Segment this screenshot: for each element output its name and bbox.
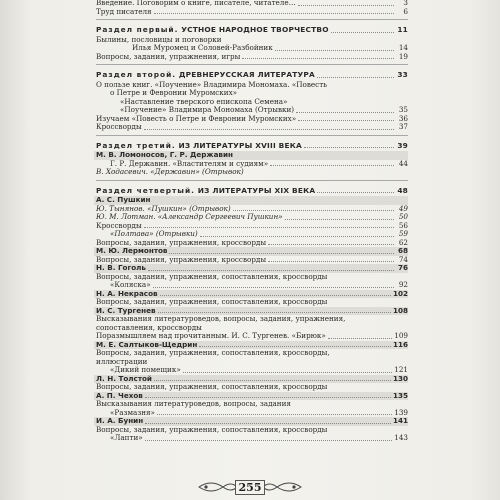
entry-title: Вопросы, задания, упражнения, кроссворды	[96, 238, 267, 247]
table-of-contents	[96, 0, 408, 443]
entry-title: Л. Н. Толстой	[96, 374, 152, 383]
leader-dots	[242, 58, 394, 59]
toc-entry[interactable]	[96, 81, 408, 90]
entry-title: сопоставления, кроссворды	[96, 323, 202, 332]
section-title	[96, 26, 329, 35]
entry-page-number: 130	[392, 373, 408, 383]
section-lead: Раздел третий.	[96, 141, 176, 150]
toc-section-heading[interactable]	[96, 26, 408, 35]
entry-page-number: 14	[398, 43, 408, 52]
leader-dots	[331, 32, 394, 33]
toc-entry[interactable]	[96, 256, 408, 265]
entry-title: Вопросы, задания, упражнения, сопоставления, кроссворды	[96, 383, 328, 391]
entry-page-number: 76	[397, 263, 408, 272]
page-number: 255	[235, 480, 266, 495]
entry-title: И. А. Бунин	[96, 417, 144, 425]
entry-title: А. С. Пушкин	[96, 196, 151, 204]
entry-title: Н. А. Некрасов	[96, 289, 158, 298]
toc-entry[interactable]	[96, 160, 408, 169]
entry-title: М. Ю. Лермонтов	[96, 247, 168, 255]
section-lead: Раздел четвертый.	[96, 186, 195, 195]
entry-page-number: 141	[392, 416, 408, 425]
entry-title: Кроссворды	[96, 221, 142, 230]
entry-page-number: 68	[397, 246, 408, 255]
toc-author-heading[interactable]	[94, 392, 408, 401]
toc-entry[interactable]	[96, 358, 408, 367]
entry-title: иллюстрации	[96, 357, 148, 366]
toc-entry[interactable]	[96, 273, 408, 282]
entry-page-number: 108	[392, 305, 408, 315]
toc-section-heading[interactable]	[96, 71, 408, 80]
entry-title: В. Ходасевич. «Державин» (Отрывок)	[96, 168, 244, 176]
toc-entry[interactable]	[96, 315, 408, 324]
leader-dots	[199, 346, 391, 347]
entry-title: Вопросы, задания, упражнения, игры	[96, 52, 241, 61]
leader-dots	[233, 210, 394, 211]
entry-page-number: 11	[397, 25, 408, 34]
toc-section-heading[interactable]	[96, 142, 408, 151]
entry-page-number: 92	[398, 280, 408, 289]
leader-dots	[268, 244, 394, 245]
entry-page-number: 139	[394, 407, 408, 417]
toc-author-heading[interactable]	[94, 375, 408, 384]
entry-title: Вопросы, задания, упражнения, сопоставления, кроссворды,	[96, 349, 330, 357]
leader-dots	[200, 236, 394, 237]
leader-dots	[317, 192, 394, 193]
entry-page-number: 6	[403, 6, 408, 16]
leader-dots	[145, 440, 393, 441]
section-divider	[96, 64, 408, 65]
entry-title: Вопросы, задания, упражнения, сопоставления, кроссворды	[96, 425, 328, 434]
leader-dots	[304, 147, 394, 148]
toc-entry[interactable]	[96, 400, 408, 409]
entry-title: Изучаем «Повесть о Петре и Февронии Муромских»	[96, 114, 297, 123]
toc-author-heading[interactable]	[94, 290, 408, 299]
entry-title: Высказывания литературоведов, вопросы, задания	[96, 400, 291, 408]
entry-title: Поразмышляем над прочитанным. И. С. Тургенев. «Бирюк»	[96, 332, 326, 340]
entry-title: М. Е. Салтыков-Щедрин	[96, 340, 198, 349]
entry-title: Ю. М. Лотман. «Александр Сергеевич Пушкин»	[96, 213, 283, 221]
entry-title: Ю. Тынянов. «Пушкин» (Отрывок)	[96, 204, 231, 213]
toc-author-heading[interactable]	[94, 151, 408, 160]
entry-title: О пользе книг. «Поучение» Владимира Мономаха. «Повесть	[96, 80, 328, 89]
entry-page-number: 36	[398, 113, 408, 123]
section-title	[96, 142, 302, 151]
toc-entry[interactable]	[96, 298, 408, 307]
leader-dots	[144, 129, 394, 130]
toc-entry[interactable]	[96, 281, 408, 290]
leader-dots	[285, 219, 394, 220]
toc-entry[interactable]	[96, 332, 408, 341]
entry-page-number: 116	[392, 339, 408, 349]
entry-page-number: 44	[398, 158, 408, 168]
entry-page-number: 3	[403, 0, 408, 7]
entry-page-number: 49	[398, 203, 408, 213]
entry-page-number: 102	[392, 288, 408, 298]
entry-page-number: 33	[397, 70, 408, 79]
entry-title: А. П. Чехов	[96, 391, 143, 400]
leader-dots	[270, 165, 394, 166]
toc-entry[interactable]	[96, 53, 408, 62]
entry-title: Н. В. Гоголь	[96, 264, 146, 272]
entry-page-number: 62	[398, 237, 408, 247]
page-footer	[197, 477, 303, 497]
toc-entry[interactable]	[96, 44, 408, 53]
toc-entry[interactable]	[96, 426, 408, 435]
leader-dots	[154, 380, 391, 381]
leader-dots	[169, 253, 394, 254]
entry-page-number: 35	[398, 105, 408, 114]
section-divider	[96, 135, 408, 136]
toc-entry[interactable]	[96, 106, 408, 115]
entry-title: И. С. Тургенев	[96, 306, 156, 315]
entry-title: Высказывания литературоведов, вопросы, задания, упражнения,	[96, 315, 346, 323]
entry-page-number: 143	[394, 433, 408, 442]
leader-dots	[328, 338, 392, 339]
entry-title: о Петре и Февронии Муромских»	[110, 89, 238, 97]
section-name: УСТНОЕ НАРОДНОЕ ТВОРЧЕСТВО	[181, 26, 329, 34]
entry-page-number: 48	[397, 185, 408, 195]
section-lead: Раздел второй.	[96, 71, 177, 79]
toc-entry[interactable]	[96, 349, 408, 358]
toc-section-heading[interactable]	[96, 187, 408, 196]
section-title	[96, 187, 315, 196]
entry-title: «Коляска»	[110, 281, 151, 289]
entry-title: «Полтава» (Отрывки)	[110, 230, 198, 238]
toc-entry[interactable]	[96, 434, 408, 443]
leader-dots	[183, 372, 393, 373]
toc-entry[interactable]	[96, 8, 408, 17]
leader-dots	[145, 423, 391, 424]
toc-entry[interactable]	[96, 239, 408, 248]
entry-title: «Лапти»	[110, 434, 143, 442]
leader-dots	[157, 414, 392, 415]
toc-entry[interactable]	[96, 409, 408, 418]
toc-entry[interactable]	[96, 0, 408, 8]
leader-dots	[268, 261, 394, 262]
toc-author-heading[interactable]	[94, 196, 408, 205]
toc-entry[interactable]	[96, 36, 408, 45]
entry-page-number: 135	[392, 390, 408, 400]
toc-entry[interactable]	[96, 324, 408, 333]
toc-author-heading[interactable]	[94, 307, 408, 316]
toc-entry[interactable]	[96, 230, 408, 239]
entry-title: «Наставление тверского епископа Семена»	[120, 97, 288, 106]
leader-dots	[148, 270, 394, 271]
leader-dots	[158, 312, 391, 313]
entry-title: Вопросы, задания, упражнения, сопоставления, кроссворды	[96, 298, 328, 306]
entry-title: Введение. Поговорим о книге, писателе, читателе…	[96, 0, 296, 7]
toc-entry[interactable]	[96, 205, 408, 214]
leader-dots	[153, 287, 394, 288]
leader-dots	[160, 295, 391, 296]
toc-entry[interactable]	[96, 213, 408, 222]
entry-title: М. В. Ломоносов, Г. Р. Державин	[96, 151, 233, 159]
toc-entry[interactable]	[96, 115, 408, 124]
entry-title: Труд писателя	[96, 7, 152, 16]
entry-page-number: 56	[398, 220, 408, 230]
toc-entry[interactable]	[96, 383, 408, 392]
entry-page-number: 121	[394, 365, 408, 374]
entry-page-number: 39	[397, 140, 408, 150]
leader-dots	[145, 397, 391, 398]
entry-page-number: 74	[398, 254, 408, 264]
entry-page-number: 59	[398, 229, 408, 238]
leader-dots	[298, 5, 394, 6]
entry-title: Вопросы, задания, упражнения, кроссворды	[96, 255, 267, 264]
entry-title: Илья Муромец и Соловей-Разбойник	[132, 44, 273, 52]
toc-author-heading[interactable]	[94, 341, 408, 350]
section-name: ИЗ ЛИТЕРАТУРЫ XVIII ВЕКА	[178, 141, 302, 150]
toc-author-heading[interactable]	[94, 264, 408, 273]
section-title	[96, 71, 315, 80]
entry-page-number: 50	[398, 212, 408, 221]
leader-dots	[317, 77, 394, 78]
entry-page-number: 37	[398, 122, 408, 131]
entry-page-number: 109	[394, 331, 408, 340]
toc-author-heading[interactable]	[94, 417, 408, 426]
entry-title: «Поучение» Владимира Мономаха (Отрывки)	[120, 106, 295, 114]
section-divider	[96, 19, 408, 20]
entry-title: «Дикий помещик»	[110, 366, 181, 374]
toc-author-heading[interactable]	[94, 247, 408, 256]
leader-dots	[154, 13, 394, 14]
leader-dots	[144, 227, 394, 228]
entry-title: Вопросы, задания, упражнения, сопоставления, кроссворды	[96, 272, 328, 281]
toc-entry[interactable]	[96, 89, 408, 98]
section-lead: Раздел первый.	[96, 26, 179, 34]
leader-dots	[296, 112, 394, 113]
entry-title: Кроссворды	[96, 123, 142, 131]
toc-entry[interactable]	[96, 222, 408, 231]
entry-title: «Размазня»	[110, 408, 155, 417]
section-name: ДРЕВНЕРУССКАЯ ЛИТЕРАТУРА	[178, 71, 315, 79]
entry-title: Г. Р. Державин. «Властителям и судиям»	[110, 159, 269, 168]
leader-dots	[298, 120, 394, 121]
leader-dots	[275, 50, 394, 51]
entry-title: Былины, пословицы и поговорки	[96, 35, 222, 44]
toc-entry[interactable]	[96, 366, 408, 375]
toc-entry[interactable]	[96, 98, 408, 107]
entry-page-number: 19	[398, 51, 408, 61]
section-divider	[96, 180, 408, 181]
toc-entry[interactable]	[96, 123, 408, 132]
toc-entry[interactable]	[96, 168, 408, 177]
section-name: ИЗ ЛИТЕРАТУРЫ XIX ВЕКА	[197, 186, 316, 195]
